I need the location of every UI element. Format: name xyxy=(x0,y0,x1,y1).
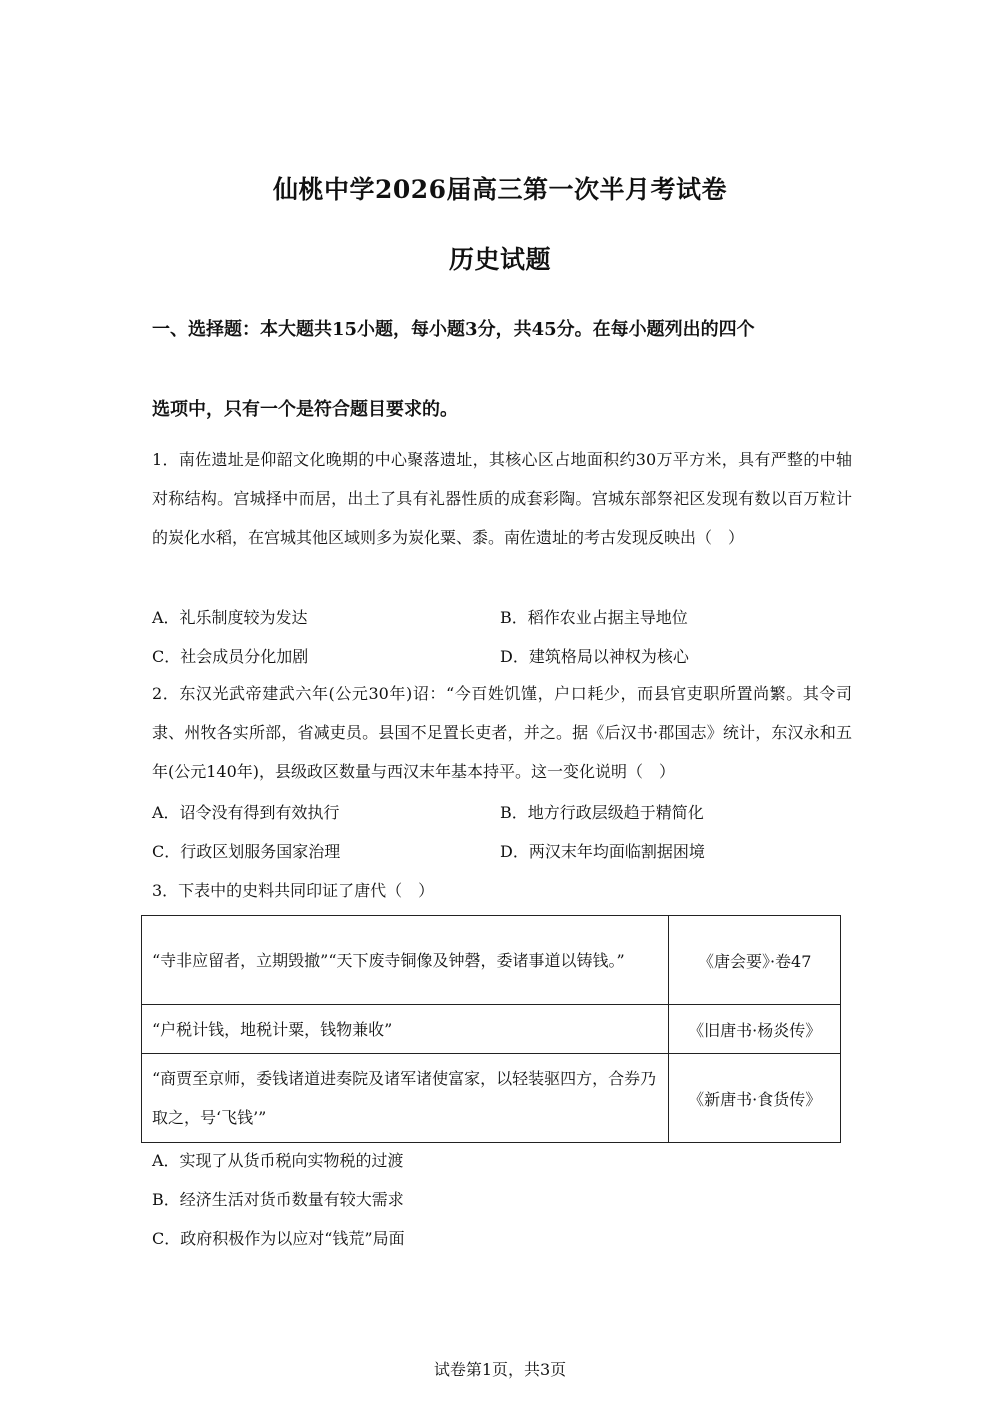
source-quote: “户税计钱，地税计粟，钱物兼收” xyxy=(142,1005,669,1054)
question-2-stem: 2．东汉光武帝建武六年(公元30年)诏：“今百姓饥馑，户口耗少，而县官吏职所置尚繁。其令司隶、州牧各实所部，省减吏员。县国不足置长吏者，并之。据《后汉书·郡国志》统计，东汉永和五年(公元140年)，县级政区数量与西汉末年基本持平。这一变化说明（ ） xyxy=(152,684,852,781)
source-table-row xyxy=(142,1005,841,1054)
source-table-row xyxy=(142,916,841,1005)
source-quote: “寺非应留者，立期毁撤”“天下废寺铜像及钟磬，委诸事道以铸钱。” xyxy=(142,916,669,1005)
source-quote: “商贾至京师，委钱诸道进奏院及诸军诸使富家，以轻装驱四方，合券乃取之，号‘飞钱’” xyxy=(142,1054,669,1143)
page-footer: 试卷第1页，共3页 xyxy=(433,1360,567,1379)
source-citation: 《旧唐书·杨炎传》 xyxy=(669,1005,841,1054)
source-table-row xyxy=(142,1054,841,1143)
source-citation: 《唐会要》·卷47 xyxy=(669,916,841,1005)
question-1-option-c[interactable]: C．社会成员分化加剧 xyxy=(152,647,309,666)
question-3-option-a[interactable]: A．实现了从货币税向实物税的过渡 xyxy=(152,1151,404,1170)
source-citation: 《新唐书·食货传》 xyxy=(669,1054,841,1143)
question-2-option-b[interactable]: B．地方行政层级趋于精简化 xyxy=(500,803,704,822)
question-1-stem: 1．南佐遗址是仰韶文化晚期的中心聚落遗址，其核心区占地面积约30万平方米，具有严整的中轴对称结构。宫城择中而居，出土了具有礼器性质的成套彩陶。宫城东部祭祀区发现有数以百万粒计的炭化水稻，在宫城其他区域则多为炭化粟、黍。南佐遗址的考古发现反映出（ ） xyxy=(152,450,852,547)
question-3-option-c[interactable]: C．政府积极作为以应对“钱荒”局面 xyxy=(152,1229,405,1248)
section-heading-line1: 一、选择题：本大题共15小题，每小题3分，共45分。在每小题列出的四个 xyxy=(152,319,755,340)
question-1-option-d[interactable]: D．建筑格局以神权为核心 xyxy=(500,647,689,666)
exam-title: 仙桃中学2026届高三第一次半月考试卷 xyxy=(272,175,728,204)
question-2-option-d[interactable]: D．两汉末年均面临割据困境 xyxy=(500,842,705,861)
question-1-option-a[interactable]: A．礼乐制度较为发达 xyxy=(152,608,308,627)
question-3-stem: 3．下表中的史料共同印证了唐代（ ） xyxy=(152,881,435,900)
question-2-option-a[interactable]: A．诏令没有得到有效执行 xyxy=(152,803,340,822)
question-1-option-b[interactable]: B．稻作农业占据主导地位 xyxy=(500,608,688,627)
question-2-option-c[interactable]: C．行政区划服务国家治理 xyxy=(152,842,341,861)
subject-title: 历史试题 xyxy=(448,245,551,274)
section-heading-line2: 选项中，只有一个是符合题目要求的。 xyxy=(152,399,458,420)
source-table xyxy=(141,915,841,1143)
question-3-option-b[interactable]: B．经济生活对货币数量有较大需求 xyxy=(152,1190,404,1209)
